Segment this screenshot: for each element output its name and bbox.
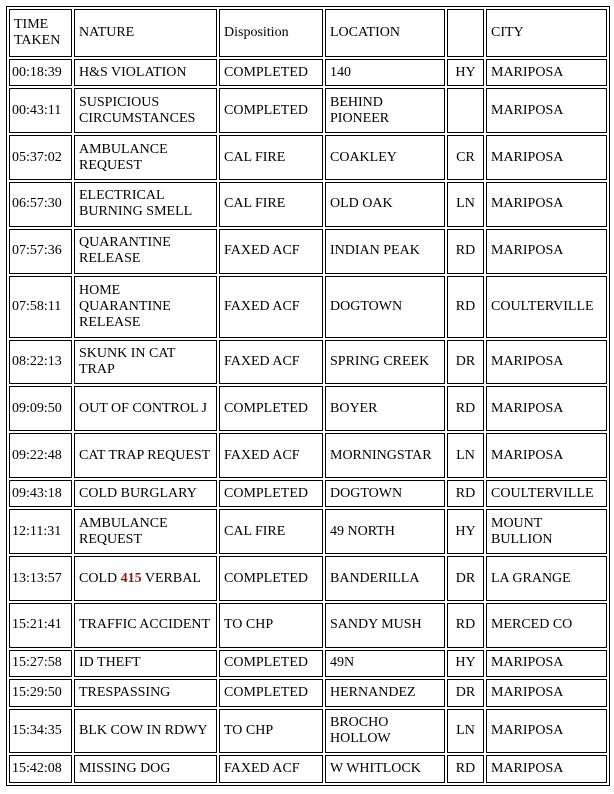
time-cell: 15:29:50 [9, 679, 72, 706]
location-cell: BEHIND PIONEER [325, 88, 445, 133]
disposition-cell: FAXED ACF [219, 340, 323, 385]
time-cell: 00:43:11 [9, 88, 72, 133]
disposition-cell: CAL FIRE [219, 135, 323, 180]
location-cell: DOGTOWN [325, 276, 445, 338]
table-row [9, 276, 607, 338]
time-cell: 07:58:11 [9, 276, 72, 338]
street-suffix-cell: RD [447, 276, 484, 338]
nature-cell: AMBULANCE REQUEST [74, 135, 217, 180]
nature-cell: SUSPICIOUS CIRCUMSTANCES [74, 88, 217, 133]
street-suffix-cell: DR [447, 340, 484, 385]
time-cell: 05:37:02 [9, 135, 72, 180]
nature-cell: COLD BURGLARY [74, 480, 217, 507]
table-row [9, 59, 607, 86]
disposition-cell: TO CHP [219, 709, 323, 754]
table-row [9, 679, 607, 706]
street-suffix-cell: LN [447, 709, 484, 754]
header-city: CITY [486, 9, 607, 57]
location-cell: INDIAN PEAK [325, 229, 445, 274]
location-cell: 140 [325, 59, 445, 86]
time-cell: 15:42:08 [9, 755, 72, 783]
header-disposition: Disposition [219, 9, 323, 57]
city-cell: MARIPOSA [486, 88, 607, 133]
call-log-table [6, 6, 610, 786]
city-cell: MARIPOSA [486, 755, 607, 783]
city-cell: MERCED CO [486, 603, 607, 648]
location-cell: SPRING CREEK [325, 340, 445, 385]
disposition-cell: COMPLETED [219, 679, 323, 706]
city-cell: COULTERVILLE [486, 480, 607, 507]
street-suffix-cell: RD [447, 755, 484, 783]
street-suffix-cell: HY [447, 59, 484, 86]
location-cell: COAKLEY [325, 135, 445, 180]
nature-cell: TRAFFIC ACCIDENT [74, 603, 217, 648]
time-cell: 15:21:41 [9, 603, 72, 648]
city-cell: MARIPOSA [486, 650, 607, 677]
location-cell: BANDERILLA [325, 556, 445, 601]
nature-cell [74, 556, 217, 601]
street-suffix-cell: LN [447, 433, 484, 478]
disposition-cell: COMPLETED [219, 556, 323, 601]
location-cell: BOYER [325, 386, 445, 431]
table-row [9, 88, 607, 133]
city-cell: MARIPOSA [486, 340, 607, 385]
location-cell: HERNANDEZ [325, 679, 445, 706]
city-cell: MARIPOSA [486, 433, 607, 478]
disposition-cell: TO CHP [219, 603, 323, 648]
table-row [9, 386, 607, 431]
disposition-cell: COMPLETED [219, 59, 323, 86]
disposition-cell: FAXED ACF [219, 755, 323, 783]
location-cell: OLD OAK [325, 182, 445, 227]
nature-cell: BLK COW IN RDWY [74, 709, 217, 754]
nature-text: VERBAL [141, 570, 201, 586]
nature-cell: MISSING DOG [74, 755, 217, 783]
street-suffix-cell: HY [447, 650, 484, 677]
location-cell: BROCHO HOLLOW [325, 709, 445, 754]
city-cell: MARIPOSA [486, 386, 607, 431]
disposition-cell: COMPLETED [219, 88, 323, 133]
table-row [9, 433, 607, 478]
time-cell: 13:13:57 [9, 556, 72, 601]
nature-cell: H&S VIOLATION [74, 59, 217, 86]
street-suffix-cell: DR [447, 679, 484, 706]
city-cell: MOUNT BULLION [486, 509, 607, 554]
nature-cell: ID THEFT [74, 650, 217, 677]
table-row [9, 603, 607, 648]
time-cell: 09:09:50 [9, 386, 72, 431]
time-cell: 15:34:35 [9, 709, 72, 754]
disposition-cell: CAL FIRE [219, 182, 323, 227]
location-cell: MORNINGSTAR [325, 433, 445, 478]
location-cell: 49N [325, 650, 445, 677]
header-nature: NATURE [74, 9, 217, 57]
time-cell: 06:57:30 [9, 182, 72, 227]
nature-cell: ELECTRICAL BURNING SMELL [74, 182, 217, 227]
location-cell: SANDY MUSH [325, 603, 445, 648]
disposition-cell: COMPLETED [219, 650, 323, 677]
disposition-cell: FAXED ACF [219, 276, 323, 338]
header-street-suffix [447, 9, 484, 57]
table-row [9, 509, 607, 554]
city-cell: MARIPOSA [486, 135, 607, 180]
location-cell: W WHITLOCK [325, 755, 445, 783]
time-cell: 07:57:36 [9, 229, 72, 274]
city-cell: MARIPOSA [486, 229, 607, 274]
city-cell: MARIPOSA [486, 182, 607, 227]
penal-code-415: 415 [120, 570, 142, 586]
street-suffix-cell: RD [447, 480, 484, 507]
disposition-cell: FAXED ACF [219, 229, 323, 274]
time-cell: 08:22:13 [9, 340, 72, 385]
nature-cell: OUT OF CONTROL J [74, 386, 217, 431]
table-row [9, 556, 607, 601]
table-row [9, 340, 607, 385]
street-suffix-cell: CR [447, 135, 484, 180]
time-cell: 15:27:58 [9, 650, 72, 677]
disposition-cell: COMPLETED [219, 480, 323, 507]
header-row [9, 9, 607, 57]
nature-cell: CAT TRAP REQUEST [74, 433, 217, 478]
disposition-cell: FAXED ACF [219, 433, 323, 478]
header-location: LOCATION [325, 9, 445, 57]
street-suffix-cell: LN [447, 182, 484, 227]
city-cell: MARIPOSA [486, 679, 607, 706]
table-row [9, 650, 607, 677]
table-row [9, 755, 607, 783]
street-suffix-cell: RD [447, 229, 484, 274]
city-cell: MARIPOSA [486, 709, 607, 754]
nature-cell: HOME QUARANTINE RELEASE [74, 276, 217, 338]
time-cell: 12:11:31 [9, 509, 72, 554]
location-cell: DOGTOWN [325, 480, 445, 507]
table-row [9, 182, 607, 227]
city-cell: COULTERVILLE [486, 276, 607, 338]
nature-cell: SKUNK IN CAT TRAP [74, 340, 217, 385]
table-row [9, 709, 607, 754]
city-cell: MARIPOSA [486, 59, 607, 86]
table-row [9, 480, 607, 507]
table-row [9, 229, 607, 274]
call-log-body [9, 59, 607, 783]
table-row [9, 135, 607, 180]
time-cell: 00:18:39 [9, 59, 72, 86]
street-suffix-cell: RD [447, 386, 484, 431]
nature-text: COLD [79, 570, 121, 586]
disposition-cell: CAL FIRE [219, 509, 323, 554]
street-suffix-cell: RD [447, 603, 484, 648]
street-suffix-cell: HY [447, 509, 484, 554]
street-suffix-cell [447, 88, 484, 133]
nature-cell: AMBULANCE REQUEST [74, 509, 217, 554]
time-cell: 09:43:18 [9, 480, 72, 507]
nature-cell: TRESPASSING [74, 679, 217, 706]
disposition-cell: COMPLETED [219, 386, 323, 431]
nature-cell: QUARANTINE RELEASE [74, 229, 217, 274]
time-cell: 09:22:48 [9, 433, 72, 478]
city-cell: LA GRANGE [486, 556, 607, 601]
header-time-taken: TIME TAKEN [9, 9, 72, 57]
street-suffix-cell: DR [447, 556, 484, 601]
location-cell: 49 NORTH [325, 509, 445, 554]
